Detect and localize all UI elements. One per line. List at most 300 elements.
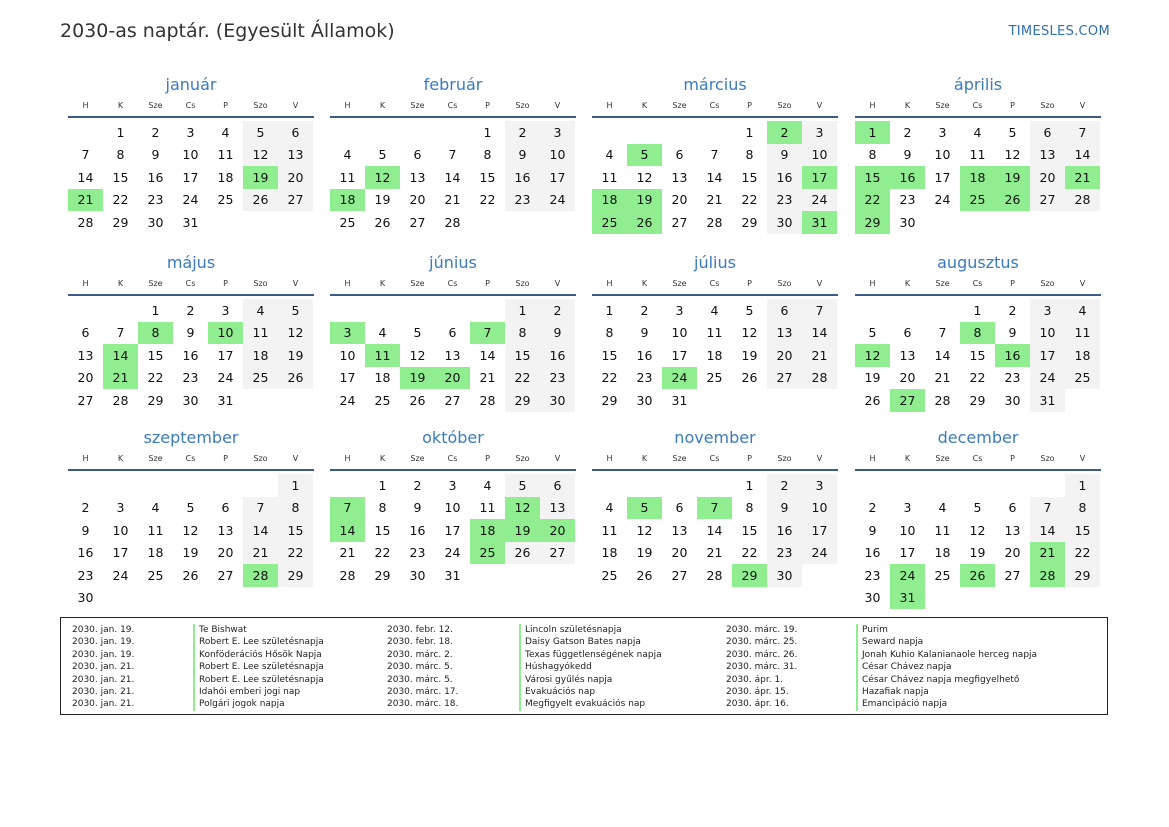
weekday-label: H bbox=[869, 100, 876, 110]
day-cell: 24 bbox=[802, 542, 837, 565]
day-cell: 5 bbox=[868, 325, 877, 341]
holiday-day-cell: 7 bbox=[470, 322, 505, 345]
day-cell: 21 bbox=[706, 192, 723, 208]
holiday-date: 2030. márc. 2. bbox=[387, 649, 453, 660]
weekday-label: H bbox=[344, 453, 351, 463]
month-name: július bbox=[694, 253, 736, 272]
day-cell: 23 bbox=[77, 567, 94, 583]
day-cell: 17 bbox=[540, 166, 575, 189]
weekday-label: Szo bbox=[1040, 453, 1055, 463]
day-cell: 20 bbox=[217, 545, 234, 561]
day-cell: 23 bbox=[540, 367, 575, 390]
day-grid bbox=[68, 299, 314, 412]
holiday-day-cell: 7 bbox=[697, 497, 732, 520]
holiday-day-cell: 18 bbox=[592, 189, 627, 212]
day-cell: 24 bbox=[339, 392, 356, 408]
day-cell: 30 bbox=[409, 567, 426, 583]
weekday-label: Szo bbox=[515, 100, 530, 110]
day-cell: 23 bbox=[636, 370, 653, 386]
day-grid bbox=[855, 299, 1101, 412]
weekday-label: Sze bbox=[410, 278, 425, 288]
day-cell: 21 bbox=[479, 370, 496, 386]
empty-cell bbox=[173, 474, 208, 497]
empty-cell bbox=[470, 299, 505, 322]
day-cell: 17 bbox=[217, 347, 234, 363]
day-cell: 10 bbox=[112, 522, 129, 538]
day-cell: 8 bbox=[278, 497, 313, 520]
empty-cell bbox=[697, 121, 732, 144]
day-cell: 13 bbox=[444, 347, 461, 363]
day-cell: 11 bbox=[339, 169, 356, 185]
day-cell: 18 bbox=[601, 545, 618, 561]
empty-cell bbox=[365, 121, 400, 144]
day-cell: 20 bbox=[899, 370, 916, 386]
day-cell: 4 bbox=[605, 500, 614, 516]
weekday-label: P bbox=[747, 100, 752, 110]
day-cell: 13 bbox=[1004, 522, 1021, 538]
weekday-label: H bbox=[606, 453, 613, 463]
day-cell: 6 bbox=[1008, 500, 1017, 516]
month-július bbox=[592, 252, 838, 412]
day-cell: 2 bbox=[1008, 302, 1017, 318]
holiday-day-cell: 24 bbox=[890, 564, 925, 587]
day-cell: 6 bbox=[1030, 121, 1065, 144]
day-cell: 2 bbox=[540, 299, 575, 322]
holiday-day-cell: 31 bbox=[802, 211, 837, 234]
day-cell: 12 bbox=[969, 522, 986, 538]
day-cell: 6 bbox=[675, 500, 684, 516]
day-cell: 28 bbox=[1065, 189, 1100, 212]
day-cell: 15 bbox=[479, 169, 496, 185]
day-cell: 11 bbox=[243, 322, 278, 345]
weekday-label: Cs bbox=[972, 278, 983, 288]
holiday-name: Te Bishwat bbox=[193, 624, 247, 636]
weekday-header bbox=[68, 96, 314, 114]
day-cell: 9 bbox=[505, 144, 540, 167]
weekday-label: V bbox=[1079, 278, 1086, 288]
holiday-name: Robert E. Lee születésnapja bbox=[193, 661, 324, 673]
month-március bbox=[592, 74, 838, 234]
day-cell: 1 bbox=[378, 477, 387, 493]
day-cell: 12 bbox=[243, 144, 278, 167]
day-cell: 2 bbox=[505, 121, 540, 144]
day-cell: 7 bbox=[243, 497, 278, 520]
holiday-day-cell: 15 bbox=[855, 166, 890, 189]
day-cell: 21 bbox=[802, 344, 837, 367]
day-cell: 29 bbox=[147, 392, 164, 408]
day-cell: 9 bbox=[413, 500, 422, 516]
day-cell: 8 bbox=[378, 500, 387, 516]
holiday-day-cell: 28 bbox=[243, 564, 278, 587]
day-cell: 12 bbox=[278, 322, 313, 345]
holiday-day-cell: 19 bbox=[627, 189, 662, 212]
day-cell: 30 bbox=[147, 214, 164, 230]
day-cell: 17 bbox=[802, 519, 837, 542]
day-cell: 22 bbox=[505, 367, 540, 390]
day-cell: 9 bbox=[151, 147, 160, 163]
weekday-label: V bbox=[1079, 100, 1086, 110]
day-cell: 18 bbox=[147, 545, 164, 561]
day-cell: 21 bbox=[339, 545, 356, 561]
weekday-label: K bbox=[641, 278, 648, 288]
month-szeptember bbox=[68, 427, 314, 609]
day-cell: 4 bbox=[938, 500, 947, 516]
holiday-date: 2030. márc. 5. bbox=[387, 674, 453, 685]
holiday-name: César Chávez napja megfigyelhető bbox=[856, 674, 1019, 686]
holiday-day-cell: 21 bbox=[103, 367, 138, 390]
holiday-name: Evakuációs nap bbox=[519, 686, 595, 698]
holiday-name: Purim bbox=[856, 624, 888, 636]
day-cell: 8 bbox=[745, 500, 754, 516]
day-cell: 31 bbox=[182, 214, 199, 230]
holiday-day-cell: 25 bbox=[470, 542, 505, 565]
day-cell: 19 bbox=[278, 344, 313, 367]
day-cell: 3 bbox=[221, 302, 230, 318]
day-cell: 16 bbox=[767, 519, 802, 542]
day-cell: 12 bbox=[409, 347, 426, 363]
month-április bbox=[855, 74, 1101, 234]
day-cell: 17 bbox=[112, 545, 129, 561]
weekday-header bbox=[592, 96, 838, 114]
day-cell: 14 bbox=[243, 519, 278, 542]
holiday-name: Daisy Gatson Bates napja bbox=[519, 636, 641, 648]
day-cell: 9 bbox=[868, 522, 877, 538]
day-cell: 21 bbox=[934, 370, 951, 386]
day-cell: 3 bbox=[903, 500, 912, 516]
day-cell: 28 bbox=[934, 392, 951, 408]
day-cell: 20 bbox=[671, 545, 688, 561]
day-cell: 26 bbox=[409, 392, 426, 408]
month-december bbox=[855, 427, 1101, 609]
holiday-date: 2030. febr. 12. bbox=[387, 625, 453, 635]
day-cell: 6 bbox=[81, 325, 90, 341]
weekday-label: K bbox=[641, 100, 648, 110]
empty-cell bbox=[995, 474, 1030, 497]
weekday-label: Szo bbox=[777, 100, 792, 110]
weekday-label: V bbox=[292, 278, 299, 288]
weekday-label: H bbox=[344, 100, 351, 110]
day-cell: 7 bbox=[1030, 497, 1065, 520]
holiday-name: Jonah Kuhio Kalanianaole herceg napja bbox=[856, 649, 1037, 661]
holiday-day-cell: 19 bbox=[243, 166, 278, 189]
empty-cell bbox=[330, 474, 365, 497]
day-cell: 30 bbox=[636, 392, 653, 408]
day-grid bbox=[330, 474, 576, 587]
holiday-day-cell: 22 bbox=[855, 189, 890, 212]
day-cell: 15 bbox=[374, 522, 391, 538]
day-cell: 8 bbox=[745, 147, 754, 163]
day-cell: 13 bbox=[899, 347, 916, 363]
month-name: február bbox=[423, 75, 483, 94]
weekday-header bbox=[855, 96, 1101, 114]
day-cell: 26 bbox=[636, 567, 653, 583]
weekday-label: Cs bbox=[447, 100, 458, 110]
day-cell: 3 bbox=[540, 121, 575, 144]
holiday-name: Megfigyelt evakuációs nap bbox=[519, 698, 645, 710]
day-grid bbox=[592, 299, 838, 412]
day-cell: 24 bbox=[444, 545, 461, 561]
empty-cell bbox=[627, 121, 662, 144]
empty-cell bbox=[925, 474, 960, 497]
day-cell: 27 bbox=[444, 392, 461, 408]
weekday-header bbox=[330, 96, 576, 114]
day-cell: 28 bbox=[479, 392, 496, 408]
empty-cell bbox=[627, 474, 662, 497]
day-cell: 5 bbox=[378, 147, 387, 163]
holiday-list bbox=[60, 617, 1108, 715]
empty-cell bbox=[400, 299, 435, 322]
holiday-name: Városi gyűlés napja bbox=[519, 674, 612, 686]
day-cell: 3 bbox=[802, 121, 837, 144]
day-grid bbox=[855, 121, 1101, 234]
day-cell: 3 bbox=[802, 474, 837, 497]
day-cell: 4 bbox=[1065, 299, 1100, 322]
day-cell: 9 bbox=[640, 325, 649, 341]
month-name: szeptember bbox=[143, 428, 239, 447]
day-cell: 1 bbox=[745, 124, 754, 140]
holiday-day-cell: 27 bbox=[890, 389, 925, 412]
day-cell: 20 bbox=[409, 192, 426, 208]
weekday-label: H bbox=[344, 278, 351, 288]
day-cell: 9 bbox=[767, 497, 802, 520]
day-cell: 26 bbox=[374, 214, 391, 230]
day-cell: 22 bbox=[741, 192, 758, 208]
day-cell: 19 bbox=[864, 370, 881, 386]
holiday-day-cell: 14 bbox=[103, 344, 138, 367]
day-cell: 9 bbox=[186, 325, 195, 341]
day-grid bbox=[592, 474, 838, 587]
weekday-label: Sze bbox=[148, 278, 163, 288]
day-cell: 16 bbox=[77, 545, 94, 561]
day-cell: 10 bbox=[339, 347, 356, 363]
day-cell: 2 bbox=[413, 477, 422, 493]
empty-cell bbox=[435, 299, 470, 322]
day-cell: 30 bbox=[767, 211, 802, 234]
day-cell: 27 bbox=[671, 214, 688, 230]
day-cell: 10 bbox=[671, 325, 688, 341]
weekday-label: Cs bbox=[972, 453, 983, 463]
weekday-label: Cs bbox=[447, 453, 458, 463]
day-cell: 23 bbox=[505, 189, 540, 212]
day-cell: 9 bbox=[81, 522, 90, 538]
day-cell: 30 bbox=[540, 389, 575, 412]
empty-cell bbox=[208, 474, 243, 497]
day-cell: 30 bbox=[182, 392, 199, 408]
day-cell: 28 bbox=[77, 214, 94, 230]
day-cell: 16 bbox=[505, 166, 540, 189]
day-cell: 14 bbox=[802, 322, 837, 345]
empty-cell bbox=[330, 121, 365, 144]
day-cell: 5 bbox=[186, 500, 195, 516]
weekday-label: K bbox=[117, 453, 124, 463]
day-cell: 24 bbox=[802, 189, 837, 212]
day-cell: 29 bbox=[1065, 564, 1100, 587]
holiday-day-cell: 26 bbox=[960, 564, 995, 587]
holiday-day-cell: 20 bbox=[540, 519, 575, 542]
day-cell: 27 bbox=[278, 189, 313, 212]
day-cell: 21 bbox=[444, 192, 461, 208]
empty-cell bbox=[68, 474, 103, 497]
holiday-day-cell: 10 bbox=[208, 322, 243, 345]
empty-cell bbox=[960, 474, 995, 497]
day-cell: 18 bbox=[217, 169, 234, 185]
month-divider bbox=[330, 469, 576, 471]
holiday-date: 2030. ápr. 15. bbox=[726, 687, 789, 697]
day-cell: 17 bbox=[444, 522, 461, 538]
day-cell: 5 bbox=[243, 121, 278, 144]
weekday-label: K bbox=[904, 100, 911, 110]
month-name: június bbox=[429, 253, 477, 272]
day-cell: 20 bbox=[671, 192, 688, 208]
day-cell: 31 bbox=[1030, 389, 1065, 412]
weekday-label: Szo bbox=[1040, 100, 1055, 110]
weekday-label: Sze bbox=[410, 453, 425, 463]
day-cell: 5 bbox=[278, 299, 313, 322]
day-cell: 26 bbox=[505, 542, 540, 565]
holiday-date: 2030. márc. 17. bbox=[387, 687, 459, 697]
day-cell: 5 bbox=[745, 302, 754, 318]
day-cell: 11 bbox=[601, 522, 618, 538]
day-cell: 22 bbox=[969, 370, 986, 386]
weekday-label: Cs bbox=[185, 453, 196, 463]
holiday-date: 2030. jan. 19. bbox=[72, 637, 135, 648]
day-cell: 3 bbox=[1030, 299, 1065, 322]
day-cell: 18 bbox=[374, 370, 391, 386]
month-name: december bbox=[937, 428, 1019, 447]
day-cell: 8 bbox=[1065, 497, 1100, 520]
holiday-day-cell: 24 bbox=[662, 367, 697, 390]
weekday-label: V bbox=[1079, 453, 1086, 463]
day-cell: 14 bbox=[479, 347, 496, 363]
day-cell: 30 bbox=[77, 590, 94, 606]
day-cell: 7 bbox=[448, 147, 457, 163]
weekday-label: K bbox=[379, 453, 386, 463]
holiday-date: 2030. jan. 19. bbox=[72, 625, 135, 635]
empty-cell bbox=[243, 474, 278, 497]
day-cell: 17 bbox=[934, 169, 951, 185]
day-cell: 1 bbox=[745, 477, 754, 493]
month-divider bbox=[592, 116, 838, 118]
day-cell: 2 bbox=[186, 302, 195, 318]
holiday-day-cell: 5 bbox=[627, 144, 662, 167]
day-cell: 24 bbox=[540, 189, 575, 212]
weekday-header bbox=[855, 449, 1101, 467]
month-február bbox=[330, 74, 576, 234]
day-cell: 29 bbox=[112, 214, 129, 230]
day-cell: 8 bbox=[483, 147, 492, 163]
weekday-label: Sze bbox=[148, 453, 163, 463]
empty-cell bbox=[1030, 474, 1065, 497]
weekday-label: Szo bbox=[1040, 278, 1055, 288]
holiday-day-cell: 25 bbox=[592, 211, 627, 234]
day-cell: 27 bbox=[1004, 567, 1021, 583]
day-cell: 11 bbox=[479, 500, 496, 516]
empty-cell bbox=[855, 474, 890, 497]
empty-cell bbox=[662, 474, 697, 497]
day-cell: 10 bbox=[899, 522, 916, 538]
holiday-date: 2030. jan. 21. bbox=[72, 674, 135, 685]
weekday-label: P bbox=[485, 453, 490, 463]
weekday-label: P bbox=[485, 100, 490, 110]
day-cell: 8 bbox=[868, 147, 877, 163]
holiday-day-cell: 18 bbox=[330, 189, 365, 212]
day-cell: 4 bbox=[221, 124, 230, 140]
day-cell: 18 bbox=[243, 344, 278, 367]
day-cell: 12 bbox=[741, 325, 758, 341]
month-divider bbox=[330, 116, 576, 118]
empty-cell bbox=[855, 299, 890, 322]
day-cell: 10 bbox=[182, 147, 199, 163]
day-cell: 13 bbox=[540, 497, 575, 520]
month-name: március bbox=[683, 75, 747, 94]
day-cell: 4 bbox=[243, 299, 278, 322]
day-cell: 1 bbox=[278, 474, 313, 497]
holiday-name: Emancipáció napja bbox=[856, 698, 947, 710]
day-cell: 28 bbox=[706, 214, 723, 230]
day-cell: 12 bbox=[636, 522, 653, 538]
holiday-day-cell: 19 bbox=[995, 166, 1030, 189]
day-cell: 9 bbox=[903, 147, 912, 163]
day-cell: 6 bbox=[903, 325, 912, 341]
day-grid bbox=[855, 474, 1101, 609]
weekday-header bbox=[68, 274, 314, 292]
day-cell: 5 bbox=[1008, 124, 1017, 140]
weekday-label: Sze bbox=[935, 278, 950, 288]
day-cell: 17 bbox=[1030, 344, 1065, 367]
holiday-name: Robert E. Lee születésnapja bbox=[193, 674, 324, 686]
day-cell: 11 bbox=[217, 147, 234, 163]
brand-link[interactable]: TIMESLES.COM bbox=[1008, 24, 1110, 39]
weekday-label: H bbox=[82, 453, 89, 463]
weekday-label: V bbox=[554, 453, 561, 463]
month-divider bbox=[68, 294, 314, 296]
day-cell: 25 bbox=[601, 567, 618, 583]
empty-cell bbox=[592, 121, 627, 144]
day-cell: 27 bbox=[671, 567, 688, 583]
weekday-label: Szo bbox=[777, 278, 792, 288]
weekday-label: V bbox=[816, 100, 823, 110]
weekday-label: K bbox=[379, 278, 386, 288]
weekday-header bbox=[68, 449, 314, 467]
weekday-label: Szo bbox=[253, 453, 268, 463]
weekday-label: Szo bbox=[777, 453, 792, 463]
day-cell: 3 bbox=[448, 477, 457, 493]
day-cell: 1 bbox=[973, 302, 982, 318]
holiday-day-cell: 21 bbox=[1065, 166, 1100, 189]
holiday-date: 2030. ápr. 16. bbox=[726, 699, 789, 710]
holiday-name: César Chávez napja bbox=[856, 661, 952, 673]
weekday-label: Cs bbox=[972, 100, 983, 110]
weekday-label: P bbox=[223, 453, 228, 463]
empty-cell bbox=[697, 474, 732, 497]
weekday-label: P bbox=[223, 100, 228, 110]
holiday-day-cell: 8 bbox=[138, 322, 173, 345]
day-cell: 14 bbox=[1065, 144, 1100, 167]
weekday-label: H bbox=[82, 100, 89, 110]
weekday-label: Szo bbox=[253, 278, 268, 288]
month-divider bbox=[592, 294, 838, 296]
holiday-day-cell: 31 bbox=[890, 587, 925, 610]
day-cell: 5 bbox=[413, 325, 422, 341]
day-cell: 23 bbox=[1004, 370, 1021, 386]
weekday-label: K bbox=[117, 100, 124, 110]
month-divider bbox=[592, 469, 838, 471]
month-name: november bbox=[674, 428, 756, 447]
weekday-label: K bbox=[904, 278, 911, 288]
day-cell: 28 bbox=[706, 567, 723, 583]
day-cell: 1 bbox=[483, 124, 492, 140]
empty-cell bbox=[592, 474, 627, 497]
